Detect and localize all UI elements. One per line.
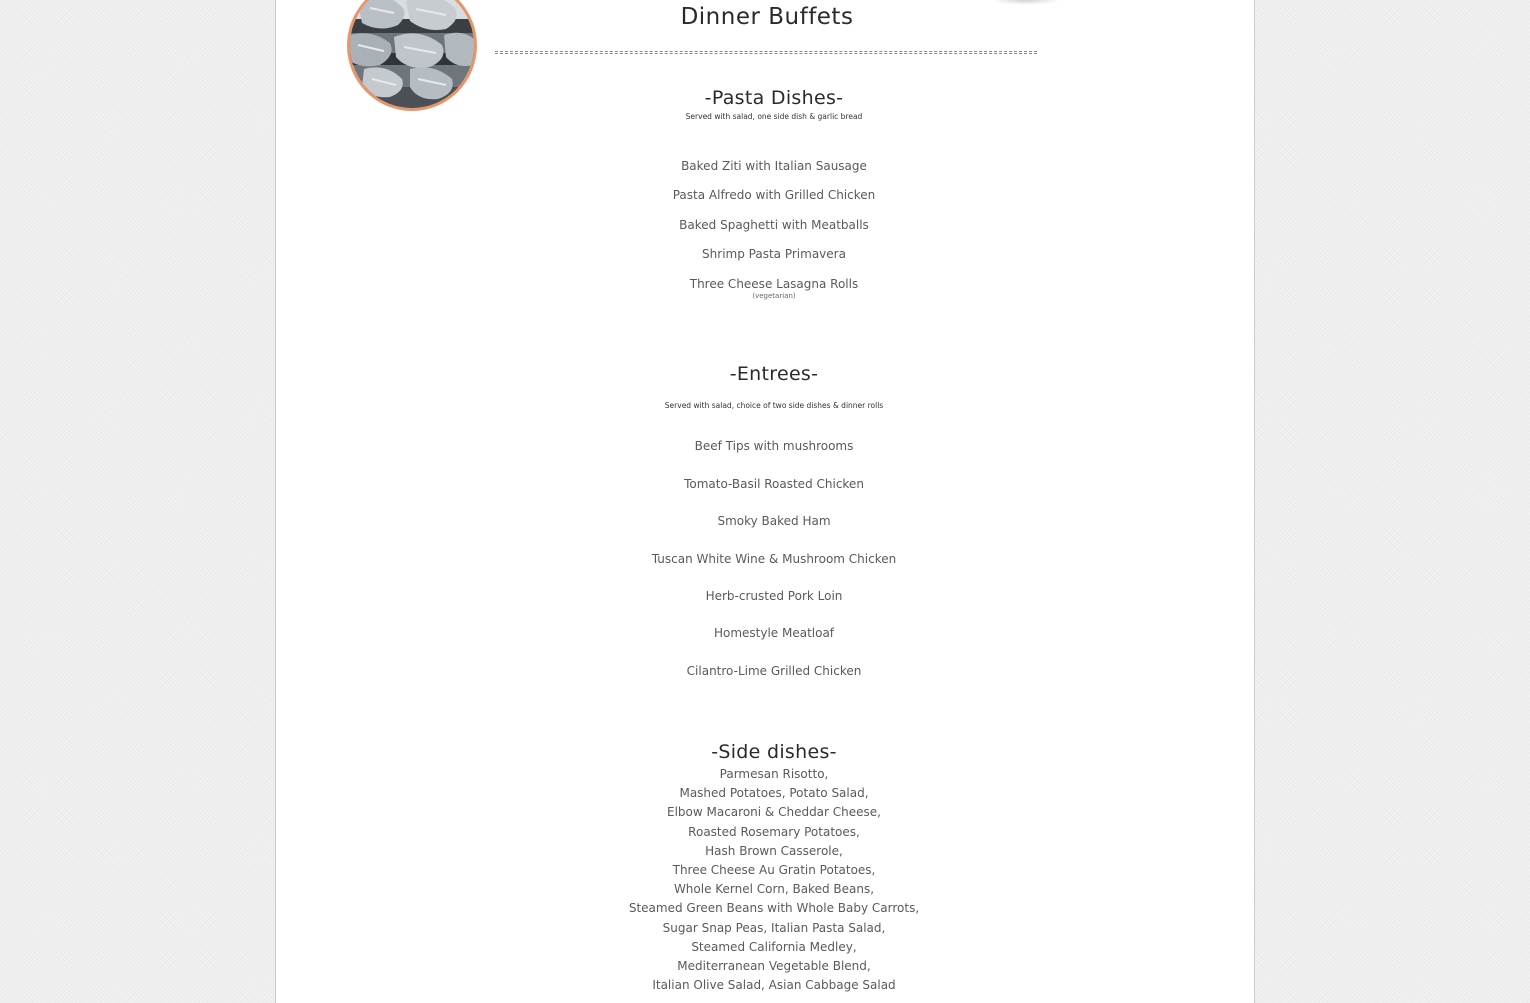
entree-item: Homestyle Meatloaf xyxy=(713,626,835,640)
vegetarian-note: (vegetarian) xyxy=(752,292,796,300)
side-dish-line: Mediterranean Vegetable Blend, xyxy=(677,959,871,973)
side-dish-line: Steamed California Medley, xyxy=(691,940,857,954)
entree-item: Cilantro-Lime Grilled Chicken xyxy=(686,664,862,678)
entrees-heading: -Entrees- xyxy=(729,363,819,385)
entrees-section xyxy=(574,363,974,678)
pasta-heading: -Pasta Dishes- xyxy=(704,87,844,109)
pasta-item: Shrimp Pasta Primavera xyxy=(702,247,846,261)
entree-item: Herb-crusted Pork Loin xyxy=(705,589,843,603)
side-dish-line: Hash Brown Casserole, xyxy=(705,844,843,858)
entree-item: Beef Tips with mushrooms xyxy=(694,439,854,453)
side-dish-line: Sugar Snap Peas, Italian Pasta Salad, xyxy=(662,921,886,935)
pasta-section xyxy=(574,87,974,300)
pasta-item: Pasta Alfredo with Grilled Chicken xyxy=(672,188,876,202)
title-divider xyxy=(495,51,1037,54)
pasta-item: Three Cheese Lasagna Rolls xyxy=(689,277,859,291)
entree-item: Tomato-Basil Roasted Chicken xyxy=(684,477,864,491)
side-dish-line: Steamed Green Beans with Whole Baby Carrots, xyxy=(628,901,920,915)
side-dish-line: Mashed Potatoes, Potato Salad, xyxy=(679,786,869,800)
sides-section xyxy=(574,741,974,992)
entree-item: Tuscan White Wine & Mushroom Chicken xyxy=(651,552,897,566)
page-title: Dinner Buffets xyxy=(680,4,854,30)
menu-page xyxy=(275,0,1255,1003)
pasta-subtitle: Served with salad, one side dish & garlic bread xyxy=(685,112,863,121)
side-dish-line: Parmesan Risotto, xyxy=(719,767,829,781)
pasta-item: Baked Ziti with Italian Sausage xyxy=(681,159,867,173)
sides-heading: -Side dishes- xyxy=(711,741,837,763)
side-dish-line: Whole Kernel Corn, Baked Beans, xyxy=(673,882,875,896)
entrees-subtitle: Served with salad, choice of two side dishes & dinner rolls xyxy=(664,401,884,410)
napkin-place-setting-photo xyxy=(347,0,477,111)
pasta-item: Baked Spaghetti with Meatballs xyxy=(679,218,869,232)
entree-item: Smoky Baked Ham xyxy=(717,514,831,528)
side-dish-line: Italian Olive Salad, Asian Cabbage Salad xyxy=(652,978,896,992)
side-dish-line: Three Cheese Au Gratin Potatoes, xyxy=(672,863,876,877)
side-dish-line: Roasted Rosemary Potatoes, xyxy=(688,825,860,839)
side-dish-line: Elbow Macaroni & Cheddar Cheese, xyxy=(666,805,881,819)
